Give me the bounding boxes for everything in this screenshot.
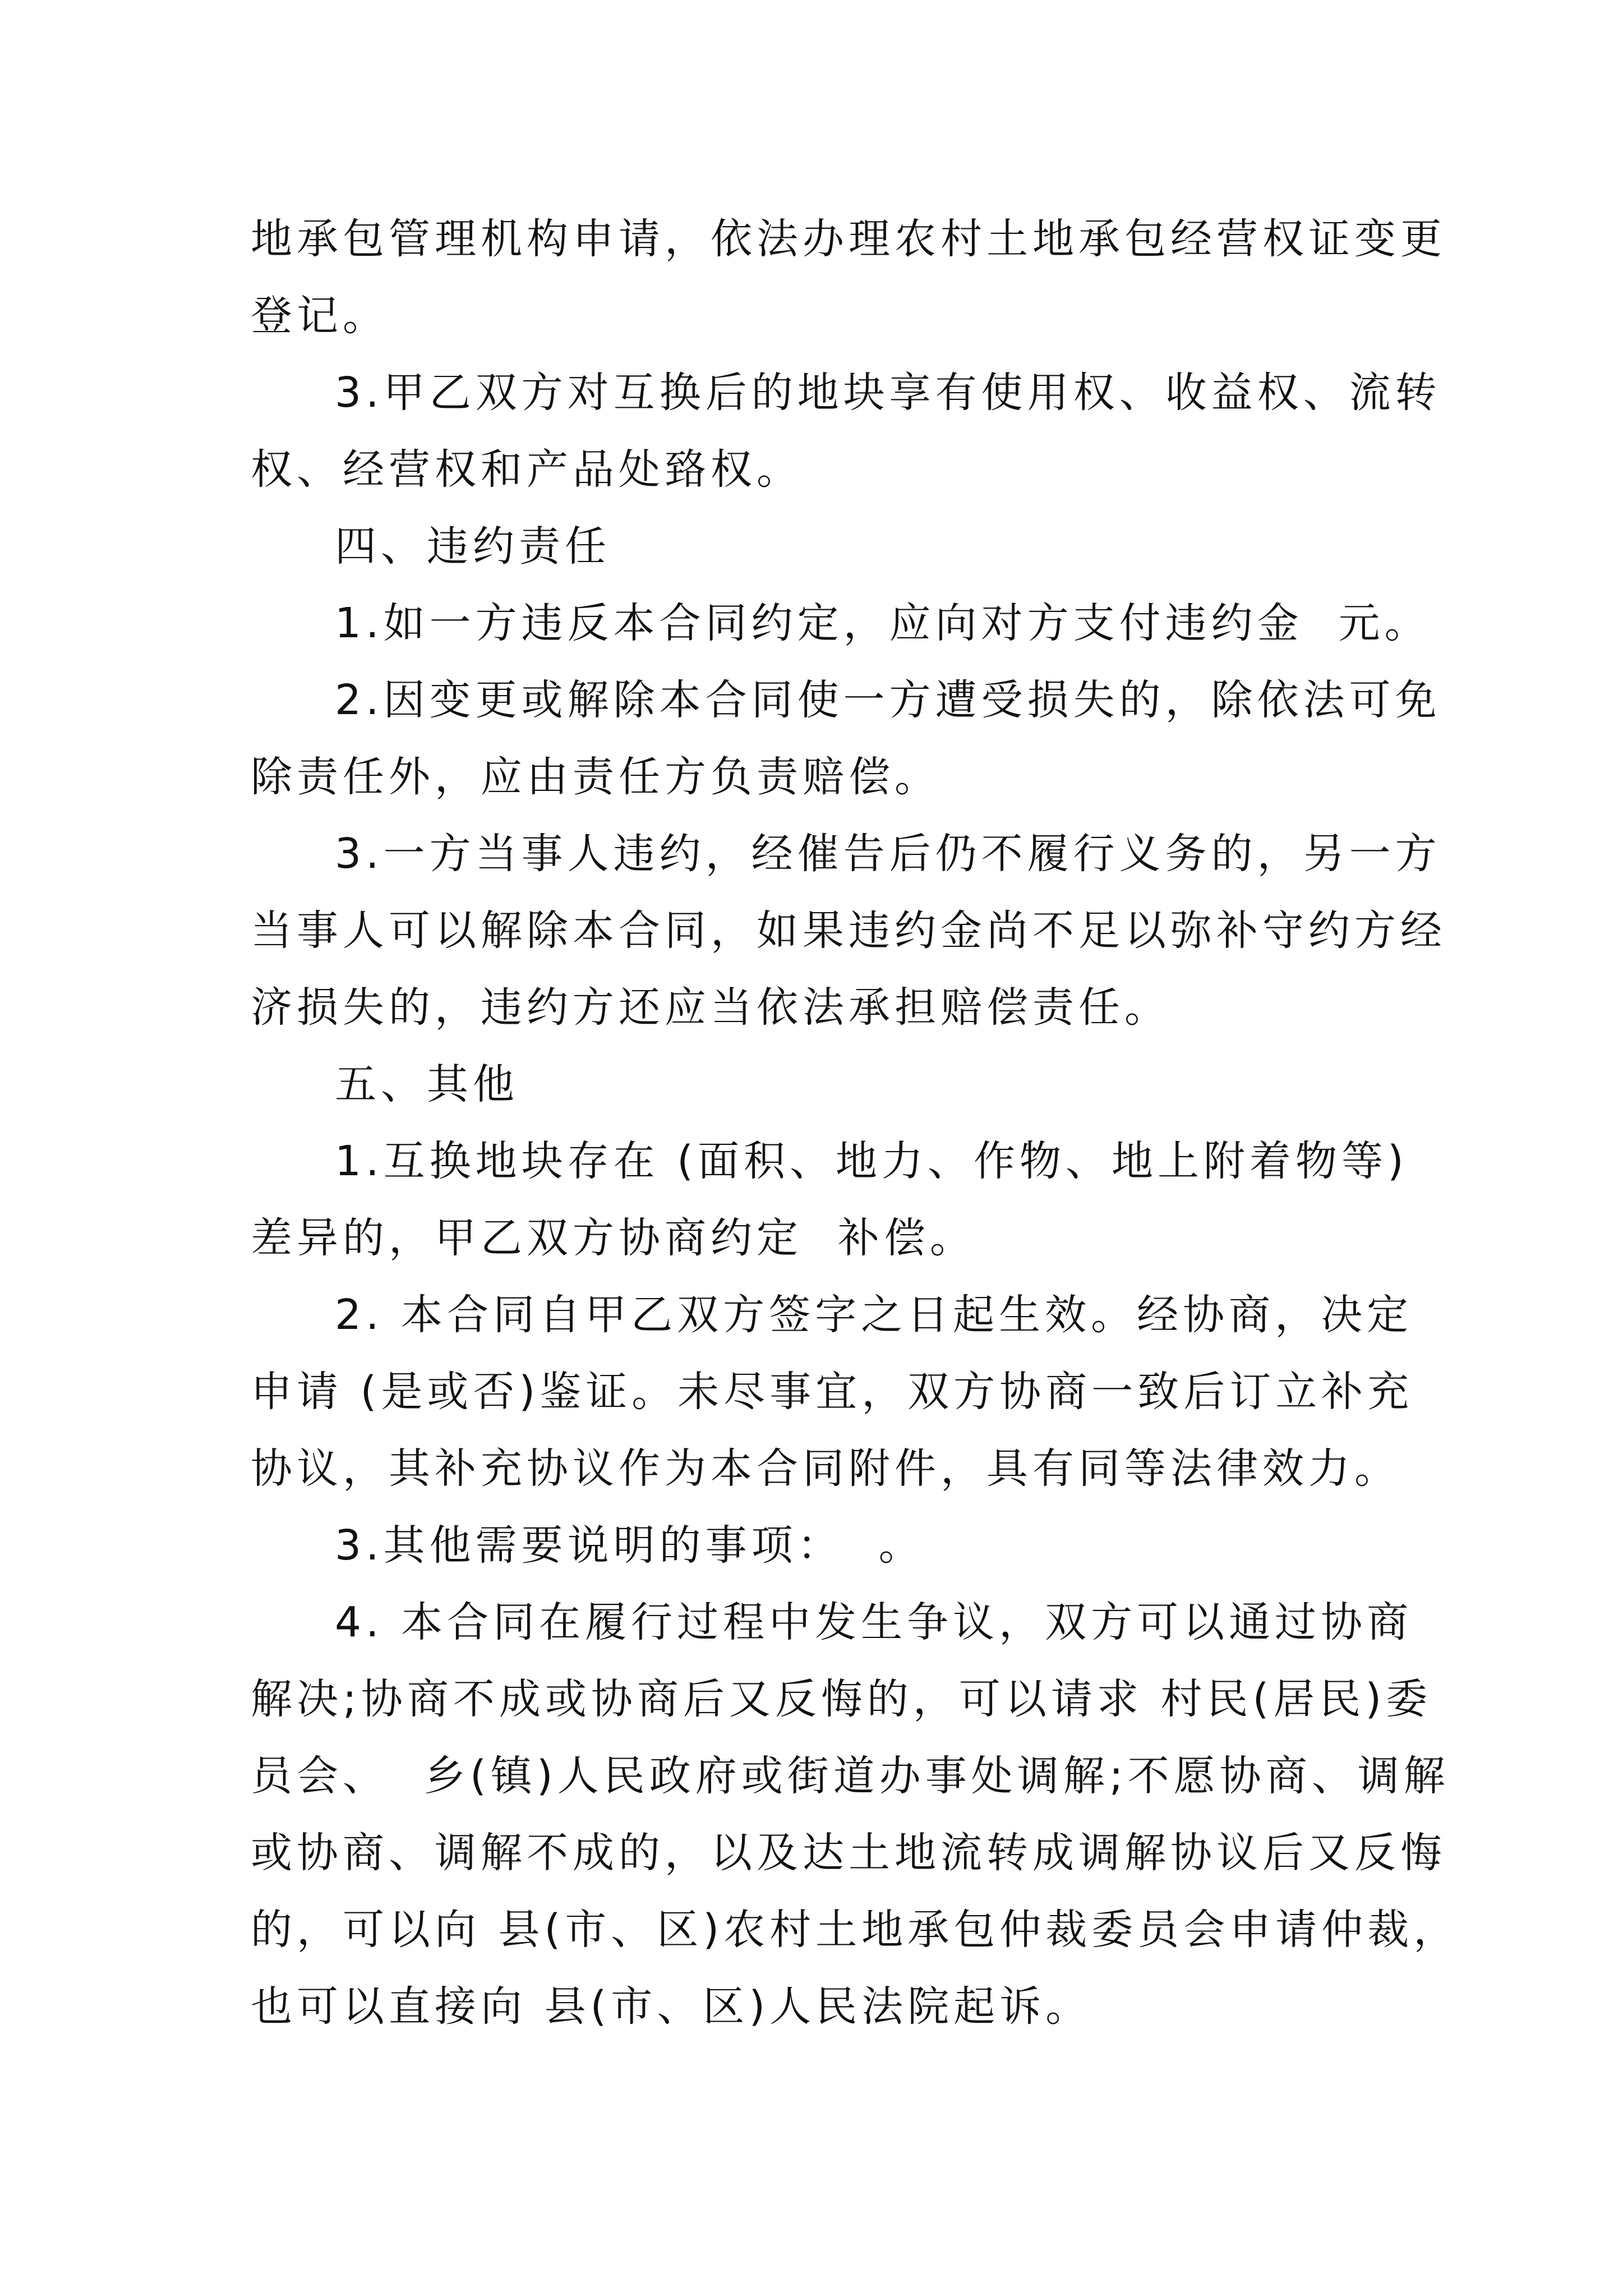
clause-2-effective: 2. 本合同自甲乙双方签字之日起生效。经协商，决定 — [335, 1291, 1413, 1339]
clause-3-breach: 3.一方当事人违约，经催告后仍不履行义务的，另一方 — [335, 830, 1441, 878]
text-line-continuation: 权、经营权和产品处臵权。 — [251, 445, 803, 494]
text-line-continuation: 解决;协商不成或协商后又反悔的，可以请求 村民(居民)委 — [251, 1675, 1432, 1723]
clause-3-rights: 3.甲乙双方对互换后的地块享有使用权、收益权、流转 — [335, 369, 1441, 417]
text-line-continuation: 申请 (是或否)鉴证。未尽事宜，双方协商一致后订立补充 — [251, 1368, 1414, 1416]
text-line-continuation: 员会、 乡(镇)人民政府或街道办事处调解;不愿协商、调解 — [251, 1752, 1450, 1800]
text-line-continuation: 或协商、调解不成的，以及达土地流转成调解协议后又反悔 — [251, 1829, 1446, 1877]
text-line-continuation: 差异的，甲乙双方协商约定 补偿。 — [251, 1214, 976, 1262]
clause-4-dispute: 4. 本合同在履行过程中发生争议，双方可以通过协商 — [335, 1598, 1413, 1646]
clause-3-notes: 3.其他需要说明的事项： 。 — [335, 1521, 925, 1570]
text-line-continuation: 地承包管理机构申请，依法办理农村土地承包经营权证变更 — [251, 215, 1446, 263]
clause-1-difference: 1.互换地块存在 (面积、地力、作物、地上附着物等) — [335, 1137, 1408, 1185]
section-heading-liability: 四、违约责任 — [335, 522, 611, 570]
text-line-continuation: 协议，其补充协议作为本合同附件，具有同等法律效力。 — [251, 1444, 1400, 1493]
section-heading-other: 五、其他 — [335, 1060, 519, 1108]
clause-2-loss: 2.因变更或解除本合同使一方遭受损失的，除依法可免 — [335, 676, 1441, 724]
text-line-continuation: 也可以直接向 县(市、区)人民法院起诉。 — [251, 1982, 1092, 2031]
text-line-continuation: 的，可以向 县(市、区)农村土地承包仲裁委员会申请仲裁， — [251, 1906, 1460, 1954]
text-line-continuation: 登记。 — [251, 292, 389, 340]
clause-1-penalty: 1.如一方违反本合同约定，应向对方支付违约金 元。 — [335, 599, 1431, 647]
text-line-continuation: 济损失的，违约方还应当依法承担赔偿责任。 — [251, 983, 1170, 1032]
contract-text-body — [251, 201, 1460, 2045]
text-line-continuation: 当事人可以解除本合同，如果违约金尚不足以弥补守约方经 — [251, 907, 1446, 955]
text-line-continuation: 除责任外，应由责任方负责赔偿。 — [251, 753, 940, 801]
